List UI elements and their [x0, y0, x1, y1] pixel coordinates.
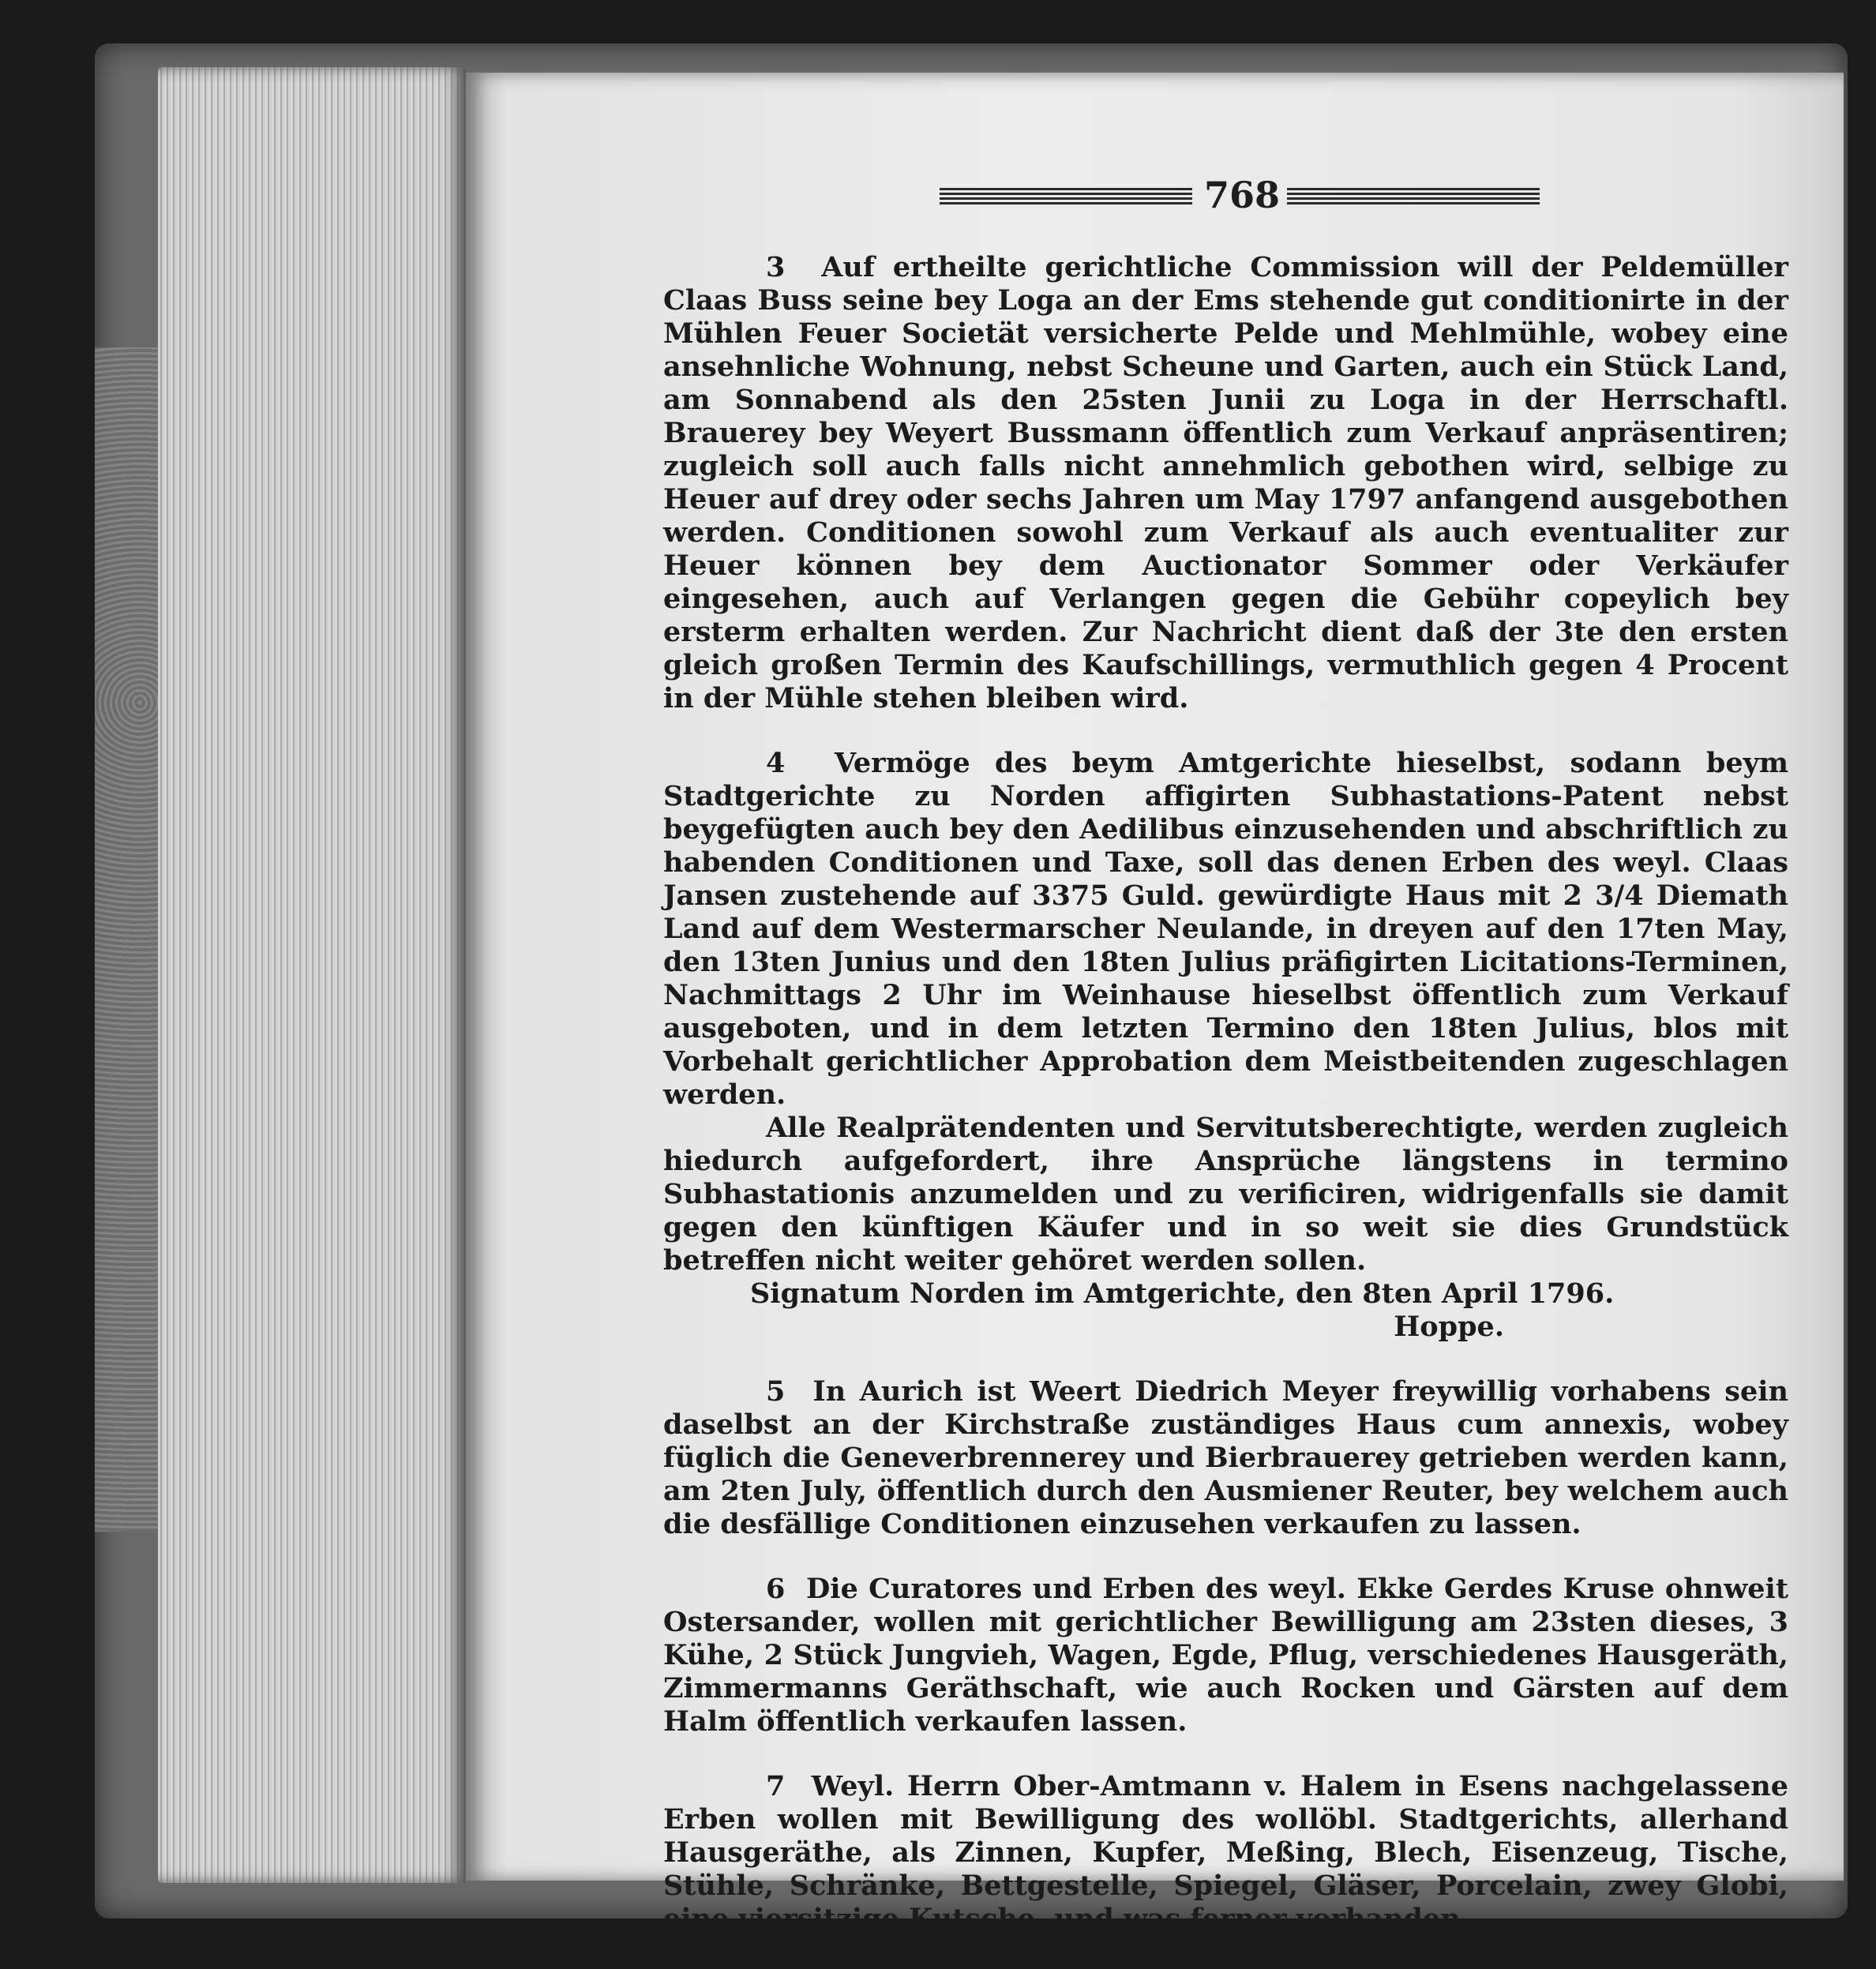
notice-6	[663, 1573, 1788, 1738]
notice-paragraph: Alle Realprätendenten und Servitutsberechtigte, werden zugleich hiedurch aufgefordert, ihre Ansprüche längstens in termino Subhastationis anzumelden und zu verificiren, widrigenfalls sie damit gegen den künftigen Käufer und in so weit sie dies Grundstück betreffen nicht weiter gehöret werden sollen.	[663, 1112, 1788, 1277]
notice-text: Auf ertheilte gerichtliche Commission will der Peldemüller Claas Buss seine bey Loga an der Ems stehende gut conditionirte in der Mühlen Feuer Societät versicherte Pelde und Mehlmühle, wobey eine ansehnliche Wohnung, nebst Scheune und Garten, auch ein Stück Land, am Sonnabend als den 25sten Junii zu Loga in der Herrschaftl. Brauerey bey Weyert Bussmann öffentlich zum Verkauf anpräsentiren; zugleich soll auch falls nicht annehmlich gebothen wird, selbige zu Heuer auf drey oder sechs Jahren um May 1797 anfangend ausgebothen werden. Conditionen sowohl zum Verkauf als auch eventualiter zur Heuer können bey dem Auctionator Sommer oder Verkäufer eingesehen, auch auf Verlangen gegen die Gebühr copeylich bey ersterm erhalten werden. Zur Nachricht dient daß der 3te den ersten gleich großen Termin des Kaufschillings, vermuthlich gegen 4 Procent in der Mühle stehen bleiben wird.	[663, 251, 1788, 714]
page-edges	[158, 67, 466, 1883]
signature-line: Signatum Norden im Amtgerichte, den 8ten April 1796.	[750, 1277, 1615, 1310]
text-column	[663, 251, 1788, 1969]
catchword: am	[1709, 1936, 1757, 1968]
notice-paragraph	[663, 1770, 1788, 1936]
notice-number: 4	[766, 747, 786, 779]
notice-text: Vermöge des beym Amtgerichte hieselbst, sodann beym Stadtgerichte zu Norden affigirten Subhastations-Patent nebst beygefügten auch bey den Aedilibus einzusehenden und abschriftlich zu habenden Conditionen und Taxe, soll das denen Erben des weyl. Claas Jansen zustehende auf 3375 Guld. gewürdigte Haus mit 2 3/4 Diemath Land auf dem Westermarscher Neulande, in dreyen auf den 17ten May, den 13ten Junius und den 18ten Julius präfigirten Licitations-Terminen, Nachmittags 2 Uhr im Weinhause hieselbst öffentlich zum Verkauf ausgeboten, und in dem letzten Termino den 18ten Julius, blos mit Vorbehalt gerichtlicher Approbation dem Meistbeitenden zugeschlagen werden.	[663, 747, 1788, 1111]
notice-text: In Aurich ist Weert Diedrich Meyer freywillig vorhabens sein daselbst an der Kirchstraße zuständiges Haus cum annexis, wobey füglich die Geneverbrennerey und Bierbrauerey getrieben werden kann, am 2ten July, öffentlich durch den Ausmiener Reuter, bey welchem auch die desfällige Conditionen einzusehen verkaufen zu lassen.	[663, 1375, 1788, 1540]
notice-number: 7	[766, 1770, 786, 1802]
notice-3	[663, 251, 1788, 715]
notice-paragraph	[663, 1375, 1788, 1541]
notice-paragraph	[663, 1573, 1788, 1738]
header-rule-left	[940, 188, 1192, 205]
page-number: 768	[1204, 174, 1281, 216]
notice-paragraph	[663, 747, 1788, 1112]
signer-name: Hoppe.	[1394, 1311, 1504, 1343]
notice-4	[663, 747, 1788, 1344]
notice-7	[663, 1770, 1788, 1969]
notice-5	[663, 1375, 1788, 1541]
notice-number: 3	[766, 251, 786, 283]
notice-paragraph	[663, 251, 1788, 715]
notice-text: Weyl. Herrn Ober-Amtmann v. Halem in Esens nachgelassene Erben wollen mit Bewilligung des wollöbl. Stadtgerichts, allerhand Hausgeräthe, als Zinnen, Kupfer, Meßing, Blech, Eisenzeug, Tische, Stühle, Schränke, Bettgestelle, Spiegel, Gläser, Porcelain, zwey Globi, eine viersitzige Kutsche, und was ferner vorhanden,	[663, 1770, 1788, 1935]
page-header	[940, 174, 1729, 221]
notice-number: 5	[766, 1375, 786, 1408]
notice-number: 6	[766, 1573, 786, 1605]
header-rule-right	[1287, 188, 1540, 205]
notice-text: Die Curatores und Erben des weyl. Ekke Gerdes Kruse ohnweit Ostersander, wollen mit gerichtlicher Bewilligung am 23sten dieses, 3 Kühe, 2 Stück Jungvieh, Wagen, Egde, Pflug, verschiedenes Hausgeräth, Zimmermanns Geräthschaft, wie auch Rocken und Gärsten auf dem Halm öffentlich verkaufen lassen.	[663, 1573, 1788, 1738]
